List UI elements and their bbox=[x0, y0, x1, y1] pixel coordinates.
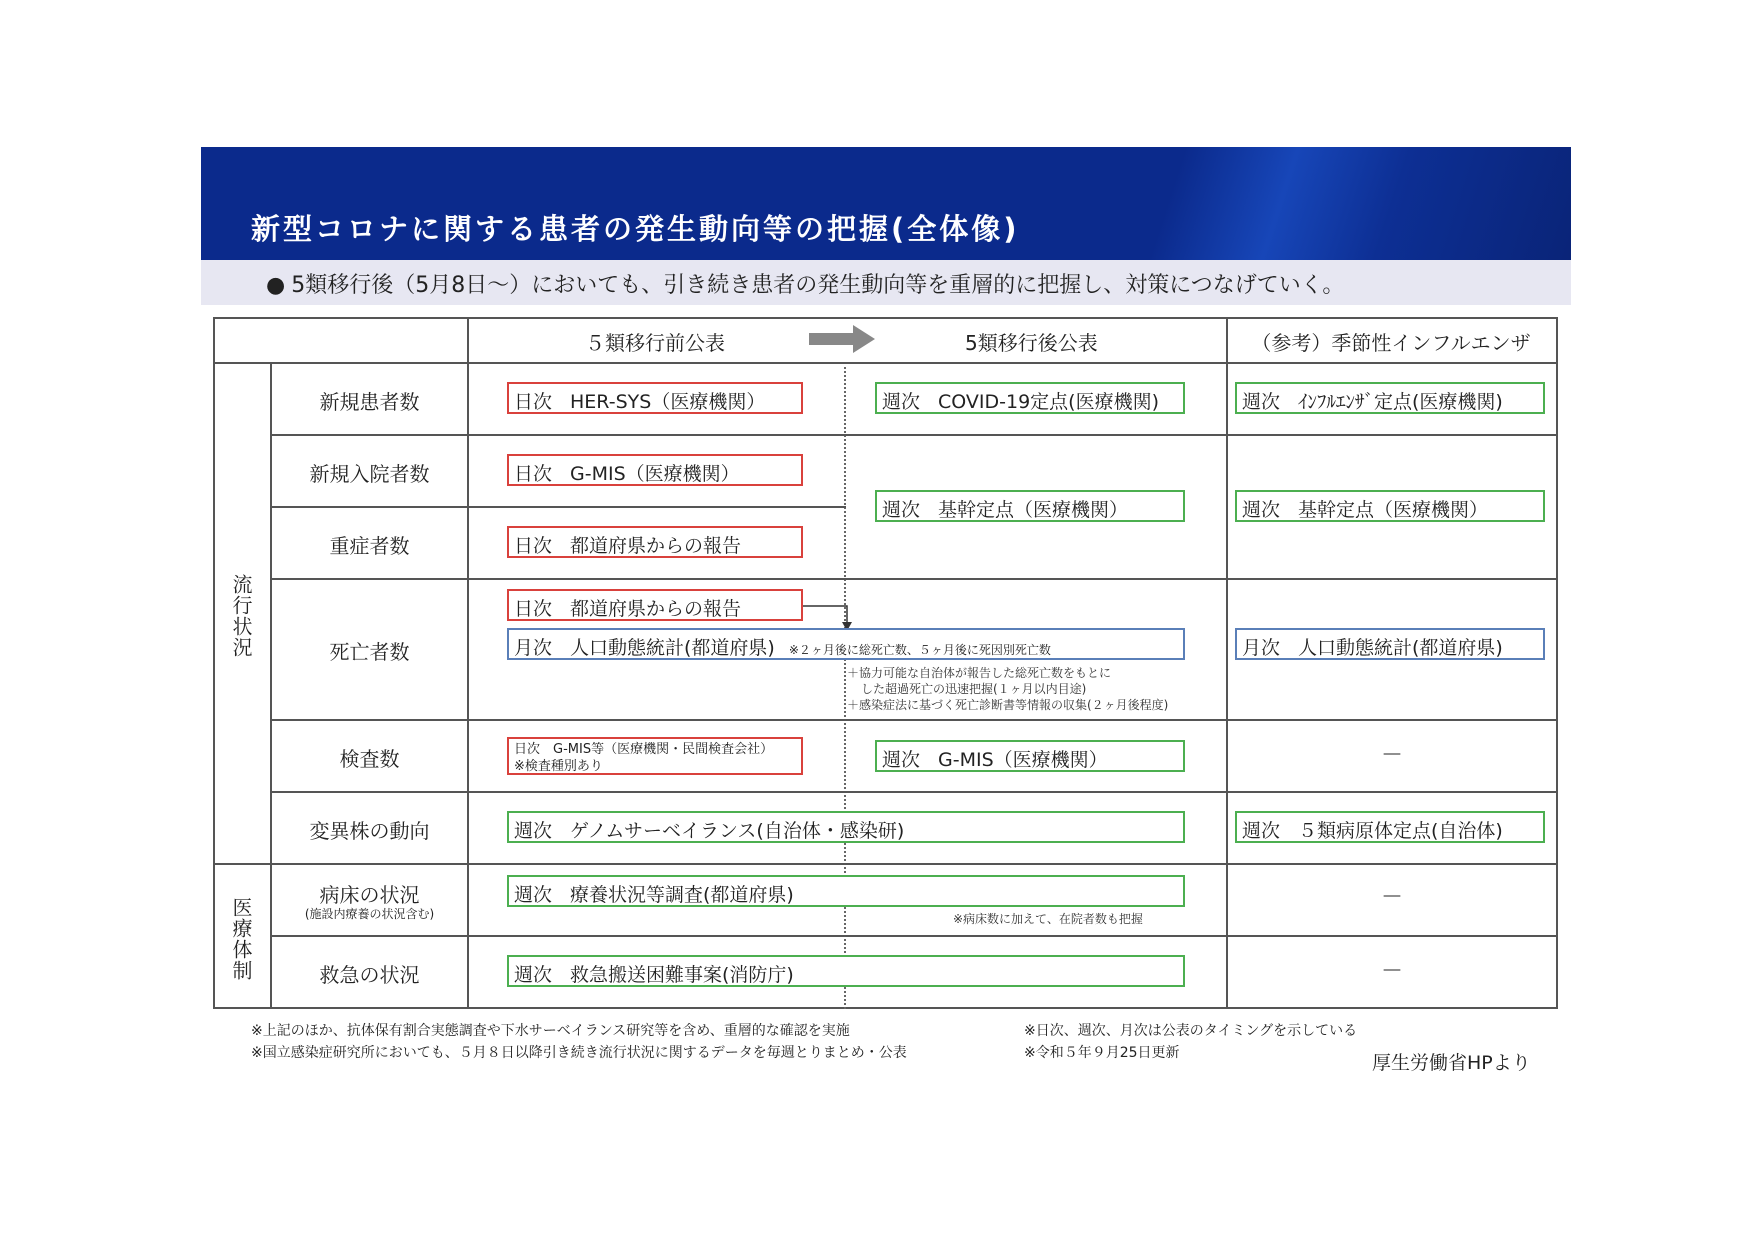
table-border-bottom bbox=[213, 1007, 1558, 1009]
box-text: COVID-19定点(医療機関) bbox=[938, 391, 1159, 413]
row-divider bbox=[270, 506, 846, 508]
box-text: 基幹定点（医療機関） bbox=[1298, 499, 1489, 521]
surveillance-table bbox=[213, 317, 1558, 1009]
freq-label: 月次 bbox=[1242, 637, 1281, 659]
freq-label: 週次 bbox=[1242, 391, 1281, 413]
box-text: 救急搬送困難事案(消防庁) bbox=[570, 964, 794, 986]
box-tests-after bbox=[875, 740, 1185, 772]
emergency-reference-dash: － bbox=[1381, 959, 1404, 984]
freq-label: 週次 bbox=[882, 749, 921, 771]
box-new-patients-reference bbox=[1235, 382, 1545, 414]
freq-label: 日次 bbox=[514, 391, 553, 413]
row-label-variants: 変異株の動向 bbox=[309, 819, 430, 843]
box-tests-before bbox=[507, 737, 803, 775]
box-text: ｲﾝﾌﾙｴﾝｻﾞ定点(医療機関) bbox=[1298, 391, 1503, 413]
box-new-patients-before bbox=[507, 382, 803, 414]
row-label-new-admissions: 新規入院者数 bbox=[309, 462, 430, 486]
subtitle bbox=[266, 268, 1344, 299]
deaths-note-1: ＋協力可能な自治体が報告した総死亡数をもとに bbox=[847, 666, 1112, 680]
footnote-left-1: ※上記のほか、抗体保有割合実態調査や下水サーベイランス研究等を含め、重層的な確認を実施 bbox=[251, 1023, 850, 1039]
freq-label: 週次 bbox=[882, 499, 921, 521]
column-header-reference: （参考）季節性インフルエンザ bbox=[1251, 331, 1531, 355]
freq-label: 日次 bbox=[514, 598, 553, 620]
box-text: G-MIS（医療機関） bbox=[938, 749, 1108, 771]
freq-label: 週次 bbox=[1242, 499, 1281, 521]
bullet-icon: ● bbox=[266, 273, 286, 298]
row-divider bbox=[270, 791, 1558, 793]
freq-label: 週次 bbox=[882, 391, 921, 413]
deaths-note-2: した超過死亡の迅速把握(１ヶ月以内目途) bbox=[861, 682, 1087, 696]
beds-reference-dash: － bbox=[1381, 885, 1404, 910]
subtitle-text: 5類移行後（5月8日～）においても、引き続き患者の発生動向等を重層的に把握し、対策につなげていく。 bbox=[291, 273, 1345, 298]
freq-label: 週次 bbox=[514, 964, 553, 986]
footnote-right-2: ※令和５年９月25日更新 bbox=[1024, 1045, 1180, 1061]
group-label-medical: 医療体制 bbox=[229, 897, 253, 981]
footnote-right-1: ※日次、週次、月次は公表のタイミングを示している bbox=[1024, 1023, 1358, 1039]
box-variants-reference bbox=[1235, 811, 1545, 843]
header-row-divider bbox=[213, 362, 1558, 364]
box-sentinel-reference bbox=[1235, 490, 1545, 522]
page-title: 新型コロナに関する患者の発生動向等の把握(全体像) bbox=[251, 212, 1020, 246]
box-sentinel-after bbox=[875, 490, 1185, 522]
group-row-divider bbox=[213, 863, 1558, 865]
row-label-severe: 重症者数 bbox=[329, 534, 410, 558]
box-note: ※検査種別あり bbox=[514, 759, 603, 774]
box-text: 人口動態統計(都道府県) bbox=[1298, 637, 1503, 659]
freq-label: 月次 bbox=[514, 637, 553, 659]
row-divider bbox=[270, 434, 1558, 436]
box-text: ５類病原体定点(自治体) bbox=[1298, 820, 1503, 842]
box-text: 基幹定点（医療機関） bbox=[938, 499, 1129, 521]
label-divider bbox=[467, 317, 469, 1009]
source-credit: 厚生労働省HPより bbox=[1372, 1052, 1531, 1074]
box-text: ゲノムサーベイランス(自治体・感染研) bbox=[570, 820, 905, 842]
box-deaths-monthly bbox=[507, 628, 1185, 660]
group-label-epidemic: 流行状況 bbox=[229, 574, 253, 658]
header-banner bbox=[201, 147, 1571, 260]
row-label-tests: 検査数 bbox=[339, 747, 400, 771]
row-label-deaths: 死亡者数 bbox=[329, 640, 410, 664]
box-severe-before bbox=[507, 526, 803, 558]
column-header-before: ５類移行前公表 bbox=[585, 331, 725, 355]
freq-label: 週次 bbox=[514, 820, 553, 842]
beds-note: ※病床数に加えて、在院者数も把握 bbox=[953, 912, 1143, 926]
box-variants bbox=[507, 811, 1185, 843]
footnote-left-2: ※国立感染症研究所においても、５月８日以降引き続き流行状況に関するデータを毎週とりまとめ・公表 bbox=[251, 1045, 907, 1061]
row-label-beds: 病床の状況 bbox=[319, 883, 420, 907]
row-divider bbox=[270, 935, 1558, 937]
table-border-left bbox=[213, 317, 215, 1009]
table-border-top bbox=[213, 317, 1558, 319]
box-text: 療養状況等調査(都道府県) bbox=[570, 884, 794, 906]
row-divider bbox=[270, 719, 1558, 721]
box-text: G-MIS（医療機関） bbox=[570, 463, 740, 485]
row-label-emergency: 救急の状況 bbox=[319, 963, 420, 987]
box-text: HER-SYS（医療機関） bbox=[570, 391, 766, 413]
box-text: 日次 G-MIS等（医療機関・民間検査会社） bbox=[514, 742, 774, 757]
box-new-patients-after bbox=[875, 382, 1185, 414]
row-divider bbox=[270, 578, 1558, 580]
column-header-after: 5類移行後公表 bbox=[965, 331, 1098, 355]
deaths-note-3: ＋感染症法に基づく死亡診断書等情報の収集(２ヶ月後程度) bbox=[847, 698, 1169, 712]
before-after-divider bbox=[844, 362, 846, 1009]
freq-label: 日次 bbox=[514, 463, 553, 485]
arrow-right-icon bbox=[809, 323, 879, 355]
box-deaths-reference bbox=[1235, 628, 1545, 660]
subtitle-bar bbox=[201, 260, 1571, 305]
box-beds bbox=[507, 875, 1185, 907]
box-deaths-before bbox=[507, 589, 803, 621]
box-text: 都道府県からの報告 bbox=[570, 535, 742, 557]
box-text: 都道府県からの報告 bbox=[570, 598, 742, 620]
table-border-right bbox=[1556, 317, 1558, 1009]
box-note: ※２ヶ月後に総死亡数、５ヶ月後に死因別死亡数 bbox=[788, 643, 1051, 657]
freq-label: 日次 bbox=[514, 535, 553, 557]
freq-label: 週次 bbox=[514, 884, 553, 906]
reference-divider bbox=[1226, 317, 1228, 1009]
box-new-admissions-before bbox=[507, 454, 803, 486]
box-emergency bbox=[507, 955, 1185, 987]
row-label-new-patients: 新規患者数 bbox=[319, 390, 420, 414]
box-text: 人口動態統計(都道府県) bbox=[570, 637, 775, 659]
row-sublabel-beds: (施設内療養の状況含む) bbox=[304, 907, 435, 921]
freq-label: 週次 bbox=[1242, 820, 1281, 842]
tests-reference-dash: － bbox=[1381, 743, 1404, 768]
